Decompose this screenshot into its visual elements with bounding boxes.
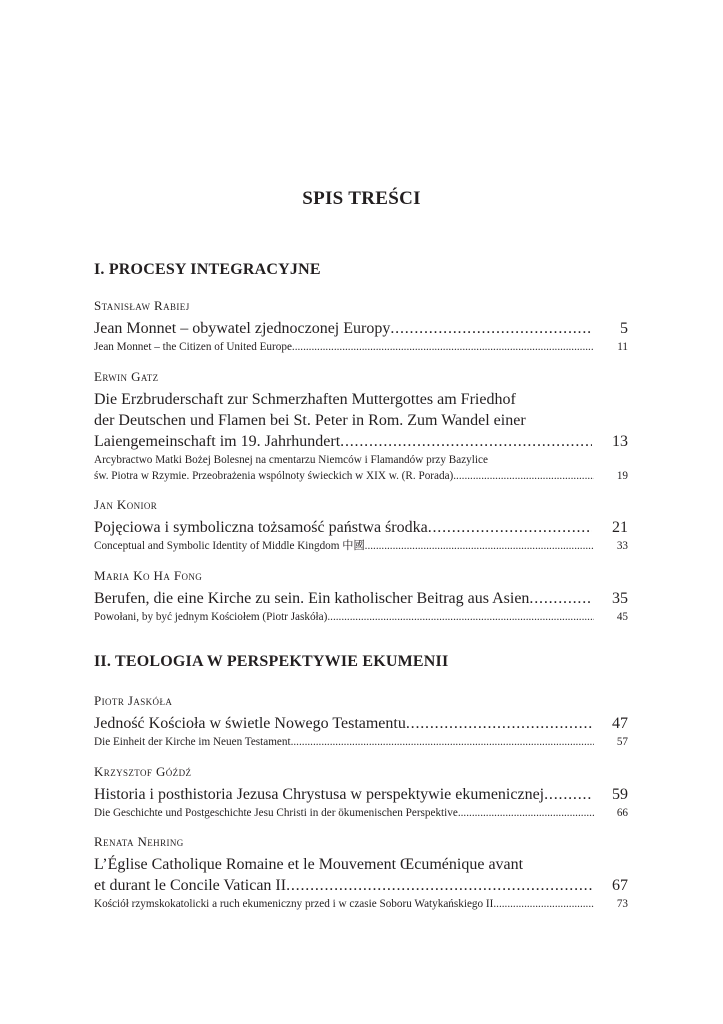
translated-page-number: 57 xyxy=(594,734,628,750)
article-title-line xyxy=(94,431,628,452)
translated-title-line xyxy=(94,609,628,625)
translated-title-line xyxy=(94,468,628,484)
toc-entry xyxy=(94,298,628,355)
article-title-text: et durant le Concile Vatican II xyxy=(94,877,287,894)
translated-title-text: Conceptual and Symbolic Identity of Middle Kingdom 中國. xyxy=(94,540,368,552)
author-name: Jan Konior xyxy=(94,497,158,512)
toc-entry xyxy=(94,568,628,625)
translated-page-number: 73 xyxy=(594,896,628,912)
section-heading: I. PROCESY INTEGRACYJNE xyxy=(94,261,321,278)
translated-title-text: św. Piotra w Rzymie. Przeobrażenia wspólnoty świeckich w XIX w. (R. Porada) xyxy=(94,470,454,482)
article-title-line xyxy=(94,713,628,734)
translated-title-line xyxy=(94,805,628,821)
article-title-text: Jedność Kościoła w świetle Nowego Testamentu xyxy=(94,715,406,732)
page-number: 13 xyxy=(592,431,628,452)
translated-title-text: Die Einheit der Kirche im Neuen Testament xyxy=(94,736,291,748)
page-number: 67 xyxy=(592,875,628,896)
translated-page-number: 45 xyxy=(594,609,628,625)
translated-page-number: 11 xyxy=(594,339,628,355)
translated-title-text: Jean Monnet – the Citizen of United Europe xyxy=(94,341,292,353)
article-title-line xyxy=(94,410,628,431)
article-title-line xyxy=(94,588,628,609)
translated-title-line xyxy=(94,896,628,912)
article-title-line xyxy=(94,875,628,896)
author-name: Renata Nehring xyxy=(94,834,184,849)
page-number: 5 xyxy=(592,318,628,339)
translated-title-line xyxy=(94,452,628,468)
author-name: Piotr Jaskóła xyxy=(94,693,173,708)
article-title-line xyxy=(94,318,628,339)
toc-entry xyxy=(94,834,628,912)
article-title-text: Die Erzbruderschaft zur Schmerzhaften Muttergottes am Friedhof xyxy=(94,391,516,408)
article-title-text: Laiengemeinschaft im 19. Jahrhundert xyxy=(94,433,341,450)
page-number: 59 xyxy=(592,784,628,805)
article-title-line xyxy=(94,854,628,875)
article-title-line xyxy=(94,389,628,410)
article-title-line xyxy=(94,517,628,538)
page-number: 21 xyxy=(592,517,628,538)
translated-title-line xyxy=(94,538,628,554)
translated-title-line xyxy=(94,734,628,750)
page-number: 47 xyxy=(592,713,628,734)
article-title-text: Jean Monnet – obywatel zjednoczonej Europy xyxy=(94,320,391,337)
author-name: Erwin Gatz xyxy=(94,369,159,384)
article-title-text: Historia i posthistoria Jezusa Chrystusa w perspektywie ekumenicznej xyxy=(94,786,545,803)
page-number: 35 xyxy=(592,588,628,609)
toc-entry xyxy=(94,369,628,484)
toc-entry xyxy=(94,764,628,821)
translated-title-text: Die Geschichte und Postgeschichte Jesu Christi in der ökumenischen Perspektive xyxy=(94,807,458,819)
translated-title-text: Powołani, by być jednym Kościołem (Piotr Jaskóła) xyxy=(94,611,328,623)
author-name: Krzysztof Góźdź xyxy=(94,764,192,779)
toc-entry xyxy=(94,497,628,554)
article-title-text: Pojęciowa i symboliczna tożsamość państwa środka xyxy=(94,519,428,536)
author-name: Stanisław Rabiej xyxy=(94,298,190,313)
article-title-text: der Deutschen und Flamen bei St. Peter in Rom. Zum Wandel einer xyxy=(94,412,526,429)
article-title-line xyxy=(94,784,628,805)
translated-title-text: Arcybractwo Matki Bożej Bolesnej na cmentarzu Niemców i Flamandów przy Bazylice xyxy=(94,454,488,466)
section-heading: II. TEOLOGIA W PERSPEKTYWIE EKUMENII xyxy=(94,653,449,670)
page-title: SPIS TREŚCI xyxy=(302,188,421,209)
article-title-text: Berufen, die eine Kirche zu sein. Ein katholischer Beitrag aus Asien xyxy=(94,590,530,607)
author-name: Maria Ko Ha Fong xyxy=(94,568,203,583)
translated-title-text: Kościół rzymskokatolicki a ruch ekumeniczny przed i w czasie Soboru Watykańskiego II xyxy=(94,898,494,910)
translated-page-number: 19 xyxy=(594,468,628,484)
translated-title-line xyxy=(94,339,628,355)
toc-entry xyxy=(94,693,628,750)
translated-page-number: 33 xyxy=(594,538,628,554)
translated-page-number: 66 xyxy=(594,805,628,821)
article-title-text: L’Église Catholique Romaine et le Mouvement Œcuménique avant xyxy=(94,856,524,873)
